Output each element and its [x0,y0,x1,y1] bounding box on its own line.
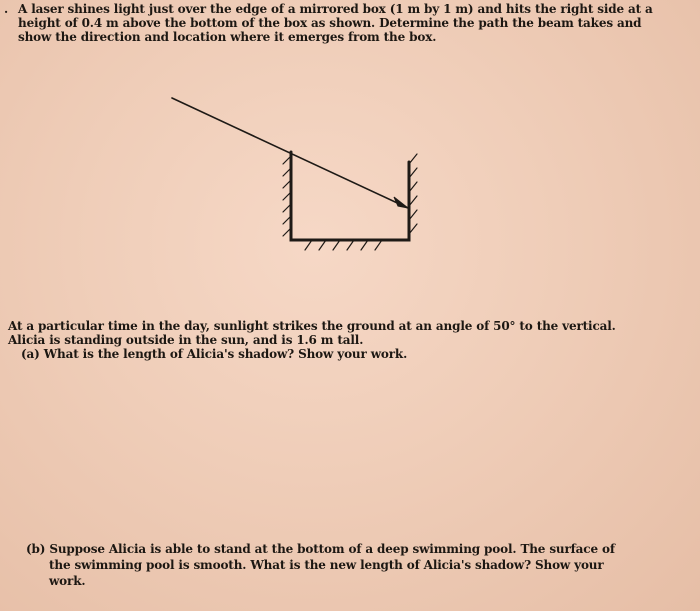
question-2-line-2: Alicia is standing outside in the sun, and is 1.6 m tall. [8,333,364,347]
question-1-line-1: A laser shines light just over the edge of a mirrored box (1 m by 1 m) and hits the right side at a [18,2,653,16]
beam-arrowhead [394,197,408,208]
question-2-line-1: At a particular time in the day, sunlight strikes the ground at an angle of 50° to the vertical. [8,319,616,333]
question-1-line-2: height of 0.4 m above the bottom of the box as shown. Determine the path the beam takes and [18,16,642,30]
question-2-intro [8,319,648,347]
box-walls [291,152,409,240]
question-1-marker: . [4,2,9,16]
part-a-text: (a) What is the length of Alicia's shadow? Show your work. [21,347,408,361]
part-b-line-1: (b) Suppose Alicia is able to stand at the bottom of a deep swimming pool. The surface of [26,542,615,556]
part-b-line-2: the swimming pool is smooth. What is the new length of Alicia's shadow? Show your [49,558,604,572]
question-1-line-3: show the direction and location where it emerges from the box. [18,30,437,44]
question-1-text [4,2,653,44]
mirrored-box-diagram [160,90,440,270]
part-b-line-3: work. [49,574,86,588]
question-2-part-b [26,541,626,589]
question-2-part-a [21,347,581,361]
